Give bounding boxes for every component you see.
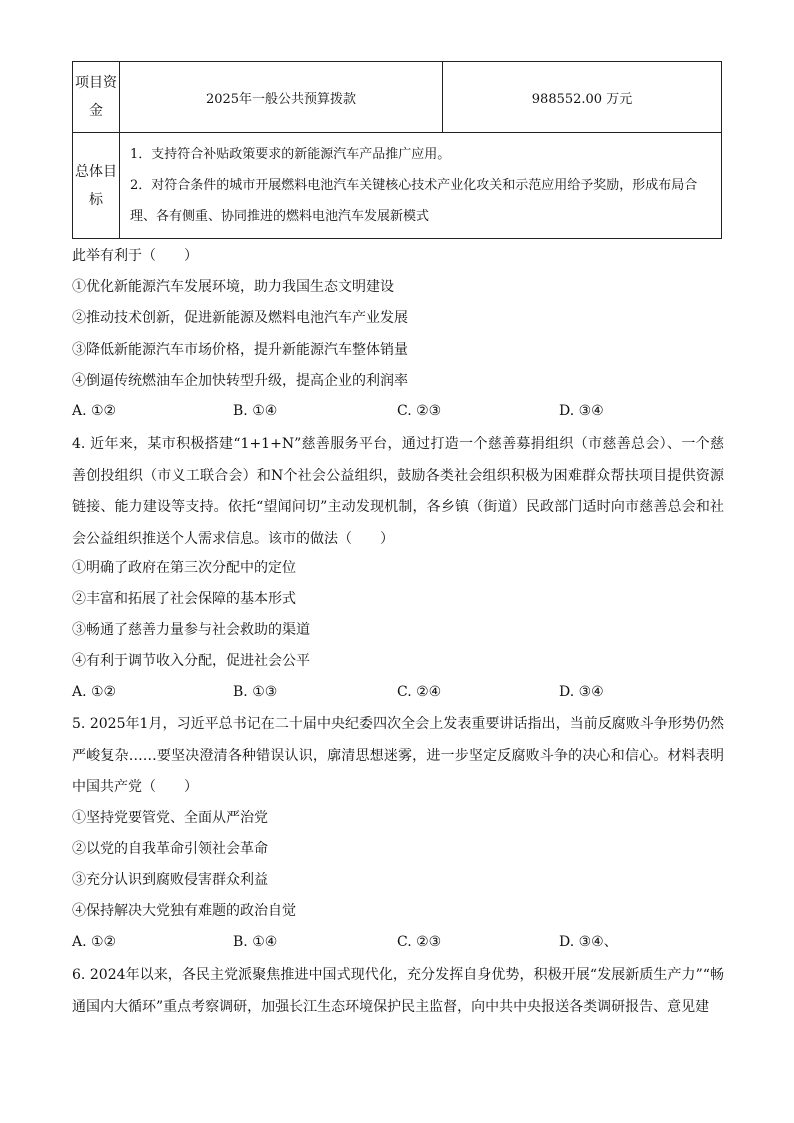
q4-stem: 4. 近年来，某市积极搭建“1+1+N”慈善服务平台，通过打造一个慈善募捐组织（市慈善总会）、一个慈善创投组织（市义工联合会）和N个社会公益组织，鼓励各类社会组织积极为困难群众帮扶项目提供资源链接、能力建设等支持。依托“望闻问切”主动发现机制，各乡镇（街道）民政部门适时向市慈善总会和社会公益组织推送个人需求信息。该市的做法（ ）	[72, 436, 724, 547]
option-b[interactable]: B. ①④	[233, 403, 278, 419]
q5-item-1: ①坚持党要管党、全面从严治党	[72, 810, 268, 826]
q5-options	[72, 932, 724, 952]
q3-item-2: ②推动技术创新，促进新能源及燃料电池汽车产业发展	[72, 310, 408, 326]
option-b[interactable]: B. ①④	[233, 934, 278, 950]
q3-item-1: ①优化新能源汽车发展环境，助力我国生态文明建设	[72, 279, 394, 295]
option-c[interactable]: C. ②④	[397, 684, 442, 700]
q5-item-4: ④保持解决大党独有难题的政治自觉	[72, 903, 296, 919]
q5-item-2: ②以党的自我革命引领社会革命	[72, 841, 268, 857]
row-header-goals: 总体目标	[73, 133, 120, 239]
q3-item-4: ④倒逼传统燃油车企加快转型升级，提高企业的利润率	[72, 373, 408, 389]
funding-table	[72, 61, 722, 239]
option-d[interactable]: D. ③④、	[559, 934, 618, 950]
option-c[interactable]: C. ②③	[397, 934, 442, 950]
q4-item-2: ②丰富和拓展了社会保障的基本形式	[72, 591, 296, 607]
option-a[interactable]: A. ①②	[72, 403, 117, 419]
option-a[interactable]: A. ①②	[72, 934, 117, 950]
option-b[interactable]: B. ①③	[233, 684, 278, 700]
option-d[interactable]: D. ③④	[559, 403, 604, 419]
q3-stem: 此举有利于（ ）	[72, 248, 198, 264]
goals-cell	[120, 133, 722, 239]
row-header-funding: 项目资金	[73, 62, 120, 133]
table-row	[73, 62, 722, 133]
goal-item: 2．对符合条件的城市开展燃料电池汽车关键核心技术产业化攻关和示范应用给予奖励，形成布局合理、各有侧重、协同推进的燃料电池汽车发展新模式	[130, 178, 698, 224]
table-row	[73, 133, 722, 239]
q3-options	[72, 401, 724, 421]
q3-item-3: ③降低新能源汽车市场价格，提升新能源汽车整体销量	[72, 342, 408, 358]
q4-item-4: ④有利于调节收入分配，促进社会公平	[72, 653, 310, 669]
option-d[interactable]: D. ③④	[559, 684, 604, 700]
q6-stem: 6. 2024年以来，各民主党派聚焦推进中国式现代化，充分发挥自身优势，积极开展“发展新质生产力”“畅通国内大循环”重点考察调研，加强长江生态环境保护民主监督，向中共中央报送各类调研报告、意见建	[72, 967, 724, 1015]
option-c[interactable]: C. ②③	[397, 403, 442, 419]
q5-item-3: ③充分认识到腐败侵害群众利益	[72, 872, 268, 888]
q4-item-1: ①明确了政府在第三次分配中的定位	[72, 560, 296, 576]
option-a[interactable]: A. ①②	[72, 684, 117, 700]
q5-stem: 5. 2025年1月，习近平总书记在二十届中央纪委四次全会上发表重要讲话指出，当前反腐败斗争形势仍然严峻复杂……要坚决澄清各种错误认识，廓清思想迷雾，进一步坚定反腐败斗争的决心和信心。材料表明中国共产党（ ）	[72, 716, 724, 795]
q4-item-3: ③畅通了慈善力量参与社会救助的渠道	[72, 622, 310, 638]
q4-options	[72, 682, 724, 702]
funding-amount-cell: 988552.00 万元	[443, 62, 722, 133]
goal-item: 1．支持符合补贴政策要求的新能源汽车产品推广应用。	[130, 147, 451, 162]
funding-source-cell: 2025年一般公共预算拨款	[120, 62, 443, 133]
